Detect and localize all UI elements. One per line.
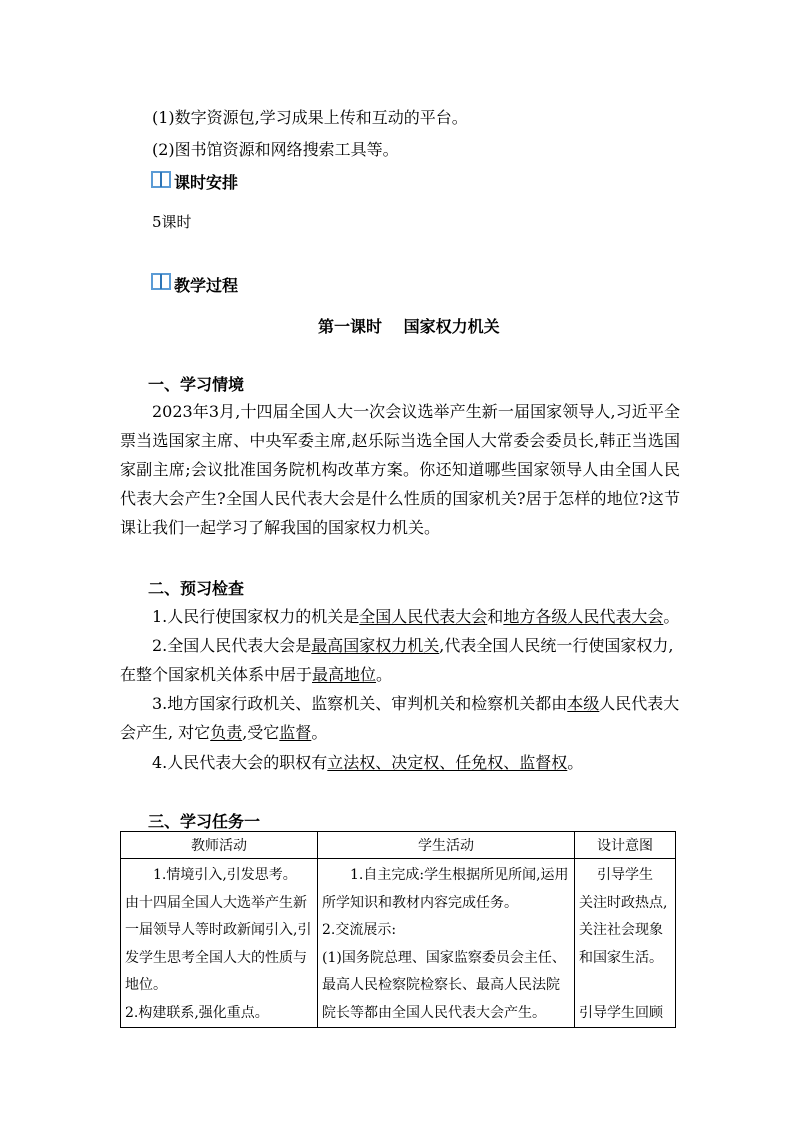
book-icon bbox=[151, 273, 171, 290]
teacher-activity-cell: 1.情境引入,引发思考。 由十四届全国人大选举产生新 一届领导人等时政新闻引入,引 发学生思考全国人大的性质与 地位。 2.构建联系,强化重点。 bbox=[121, 859, 318, 1028]
answer-blank: 负责 bbox=[210, 723, 243, 742]
situation-paragraph: 2023年3月,十四届全国人大一次会议选举产生新一届国家领导人,习近平全票当选国家主席、中央军委主席,赵乐际当选全国人大常委会委员长,韩正当选国家副主席;会议批准国务院机构改革方案。你还知道哪些国家领导人由全国人民代表大会产生?全国人民代表大会是什么性质的国家机关?居于怎样的地位?这节课让我们一起学习了解我国的国家权力机关。 bbox=[120, 402, 680, 537]
table-row bbox=[121, 859, 676, 1028]
answer-blank: 监督 bbox=[279, 723, 312, 742]
preview-item-3b: 会产生, 对它负责,受它监督。 bbox=[120, 723, 328, 742]
column-header: 教师活动 bbox=[121, 832, 318, 859]
task-table bbox=[120, 831, 676, 1028]
section-heading-task-one: 三、学习任务一 bbox=[148, 812, 261, 831]
preview-item-1: 1.人民行使国家权力的机关是全国人民代表大会和地方各级人民代表大会。 bbox=[152, 607, 680, 626]
answer-blank: 全国人民代表大会 bbox=[359, 607, 488, 626]
column-header: 学生活动 bbox=[318, 832, 575, 859]
answer-blank: 立法权、决定权、任免权、监督权 bbox=[327, 753, 568, 772]
schedule-heading: 课时安排 bbox=[174, 173, 239, 192]
book-icon bbox=[151, 171, 171, 188]
section-heading-situation: 一、学习情境 bbox=[148, 375, 245, 394]
answer-blank: 本级 bbox=[567, 694, 600, 713]
design-intent-cell: 引导学生 关注时政热点, 关注社会现象 和国家生活。 引导学生回顾 bbox=[575, 859, 676, 1028]
process-heading: 教学过程 bbox=[174, 276, 239, 295]
answer-blank: 最高地位 bbox=[312, 665, 377, 684]
section-heading-preview: 二、预习检查 bbox=[148, 579, 245, 598]
resource-line-1: (1)数字资源包,学习成果上传和互动的平台。 bbox=[152, 108, 468, 127]
preview-item-2a: 2.全国人民代表大会是最高国家权力机关,代表全国人民统一行使国家权力, bbox=[152, 636, 674, 655]
lesson-title: 第一课时 国家权力机关 bbox=[318, 317, 500, 336]
preview-item-2b: 在整个国家机关体系中居于最高地位。 bbox=[120, 665, 393, 684]
table-header-row bbox=[121, 832, 676, 859]
schedule-value: 5课时 bbox=[152, 213, 192, 231]
column-header: 设计意图 bbox=[575, 832, 676, 859]
student-activity-cell: 1.自主完成:学生根据所见所闻,运用 所学知识和教材内容完成任务。 2.交流展示: (1)国务院总理、国家监察委员会主任、 最高人民检察院检察长、最高人民法院 院长等都由全国人民代表大会产生。 bbox=[318, 859, 575, 1028]
preview-item-3a: 3.地方国家行政机关、监察机关、审判机关和检察机关都由本级人民代表大 bbox=[152, 694, 680, 713]
preview-item-4: 4.人民代表大会的职权有立法权、决定权、任免权、监督权。 bbox=[152, 753, 584, 772]
answer-blank: 最高国家权力机关 bbox=[311, 636, 440, 655]
answer-blank: 地方各级人民代表大会 bbox=[503, 607, 664, 626]
resource-line-2: (2)图书馆资源和网络搜索工具等。 bbox=[152, 140, 399, 159]
